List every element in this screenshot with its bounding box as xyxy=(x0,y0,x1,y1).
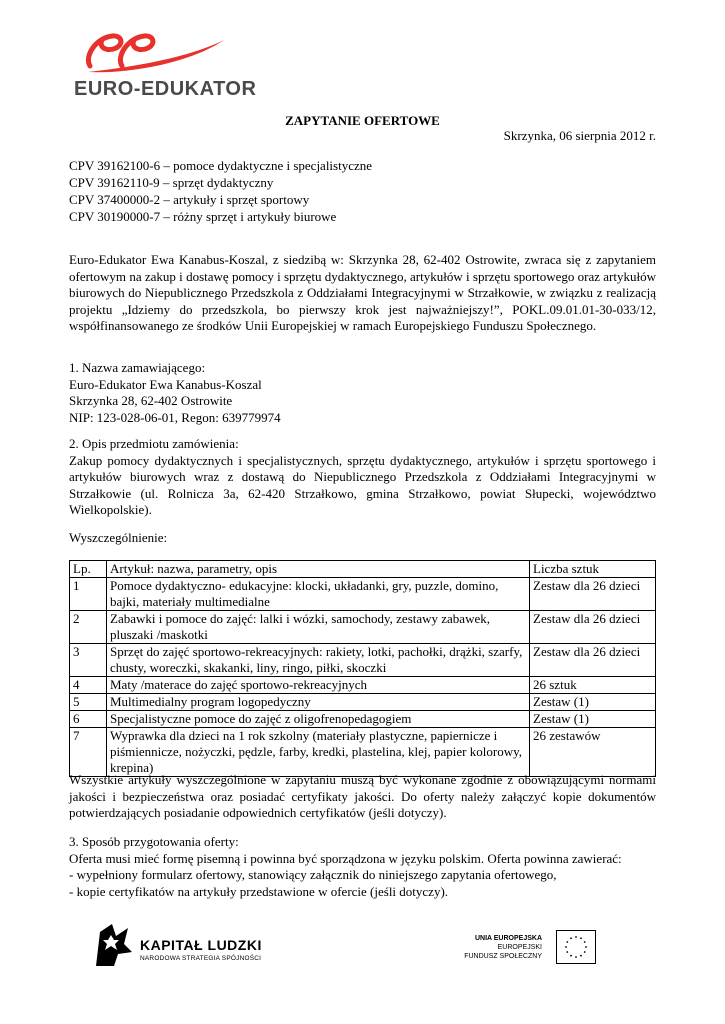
table-row xyxy=(70,644,656,677)
row-quantity: 26 sztuk xyxy=(530,677,656,694)
row-article: Multimedialny program logopedyczny xyxy=(107,694,530,711)
cpv-line: CPV 37400000-2 – artykuły i sprzęt sportowy xyxy=(69,192,310,207)
row-article: Maty /materace do zajęć sportowo-rekreacyjnych xyxy=(107,677,530,694)
table-row xyxy=(70,711,656,728)
row-number: 7 xyxy=(70,728,107,777)
kapital-ludzki-title: KAPITAŁ LUDZKI xyxy=(140,937,262,953)
cpv-line: CPV 30190000-7 – różny sprzęt i artykuły biurowe xyxy=(69,209,337,224)
table-row xyxy=(70,611,656,644)
eu-line: UNIA EUROPEJSKA xyxy=(474,935,542,942)
row-article: Sprzęt do zajęć sportowo-rekreacyjnych: rakiety, lotki, pachołki, drążki, szarfy, chusty, woreczki, skakanki, liny, ringo, piłki, skoczki xyxy=(107,644,530,677)
kapital-ludzki-logo xyxy=(92,922,272,972)
row-quantity: Zestaw (1) xyxy=(530,694,656,711)
cpv-line: CPV 39162100-6 – pomoce dydaktyczne i specjalistyczne xyxy=(69,158,373,173)
table-row xyxy=(70,694,656,711)
row-article: Specjalistyczne pomoce do zajęć z oligofrenopedagogiem xyxy=(107,711,530,728)
document-date: Skrzynka, 06 sierpnia 2012 r. xyxy=(503,128,656,143)
section-heading: 2. Opis przedmiotu zamówienia: xyxy=(69,436,239,451)
row-quantity: Zestaw dla 26 dzieci xyxy=(530,578,656,611)
row-quantity: Zestaw dla 26 dzieci xyxy=(530,644,656,677)
column-header: Artykuł: nazwa, parametry, opis xyxy=(107,561,530,578)
cpv-line: CPV 39162110-9 – sprzęt dydaktyczny xyxy=(69,175,274,190)
row-quantity: Zestaw dla 26 dzieci xyxy=(530,611,656,644)
logo-swoosh-icon xyxy=(82,26,232,78)
orderer-address: Skrzynka 28, 62-402 Ostrowite xyxy=(69,393,233,408)
intro-paragraph: Euro-Edukator Ewa Kanabus-Koszal, z siedzibą w: Skrzynka 28, 62-402 Ostrowite, zwraca się z zapytaniem ofertowym na zakup i dostawę pomocy i sprzętu dydaktycznego, artykułów i sprzętu sportowego oraz artykułów biurowych do Niepublicznego Przedszkola z Oddziałami Integracyjnymi w Strzałkowie, w związku z realizacją projektu „Idziemy do przedszkola, bo pierwszy krok jest najważniejszy!”, POKL.09.01.01-30-033/12, współfinansowanego ze środków Unii Europejskiej w ramach Europejskiego Funduszu Społecznego. xyxy=(69,252,656,334)
row-article: Zabawki i pomoce do zajęć: lalki i wózki, samochody, zestawy zabawek, pluszaki /maskotki xyxy=(107,611,530,644)
table-row xyxy=(70,578,656,611)
subject-description: Zakup pomocy dydaktycznych i specjalistycznych, sprzętu dydaktycznego, artykułów i sprzętu sportowego i artykułów biurowych wraz z dostawą do Niepublicznego Przedszkola z Oddziałami Integracyjnymi w Strzałkowie (ul. Rolnicza 3a, 62-420 Strzałkowo, gmina Strzałkowo, powiat Słupecki, województwo Wielkopolskie). xyxy=(69,452,656,518)
row-number: 6 xyxy=(70,711,107,728)
certificates-paragraph: Wszystkie artykuły wyszczególnione w zapytaniu muszą być wykonane zgodnie z obowiązującymi normami jakości i bezpieczeństwa oraz posiadać certyfikaty jakości. Do oferty należy załączyć kopie dokumentów potwierdzających posiadanie odpowiednich certyfikatów (jeśli dotyczy). xyxy=(69,772,656,821)
row-article: Wyprawka dla dzieci na 1 rok szkolny (materiały plastyczne, papiernicze i piśmiennicze, nożyczki, pędzle, farby, kredki, plastelina, klej, papier kolorowy, krepina) xyxy=(107,728,530,777)
section-offer-preparation xyxy=(69,834,656,900)
kapital-ludzki-icon xyxy=(92,922,134,968)
logo-text: EURO-EDUKATOR xyxy=(74,78,257,100)
eu-logo xyxy=(452,930,602,970)
eu-line: FUNDUSZ SPOŁECZNY xyxy=(464,953,542,960)
column-header: Liczba sztuk xyxy=(530,561,656,578)
orderer-ids: NIP: 123-028-06-01, Regon: 639779974 xyxy=(69,409,281,425)
section-orderer xyxy=(69,360,656,426)
offer-line: - kopie certyfikatów na artykuły przedstawione w ofercie (jeśli dotyczy). xyxy=(69,883,449,899)
column-header: Lp. xyxy=(70,561,107,578)
section-heading: 3. Sposób przygotowania oferty: xyxy=(69,834,239,849)
table-row xyxy=(70,677,656,694)
items-table xyxy=(69,560,656,777)
section-heading: 1. Nazwa zamawiającego: xyxy=(69,360,206,375)
offer-line: Oferta musi mieć formę pisemną i powinna być sporządzona w języku polskim. Oferta powinna zawierać: xyxy=(69,850,622,866)
row-quantity: 26 zestawów xyxy=(530,728,656,777)
row-number: 2 xyxy=(70,611,107,644)
row-quantity: Zestaw (1) xyxy=(530,711,656,728)
euro-edukator-logo xyxy=(72,26,257,101)
table-header-row xyxy=(70,561,656,578)
row-number: 5 xyxy=(70,694,107,711)
document-title: ZAPYTANIE OFERTOWE xyxy=(285,113,440,128)
orderer-name: Euro-Edukator Ewa Kanabus-Koszal xyxy=(69,376,262,392)
eu-line: EUROPEJSKI xyxy=(497,944,542,951)
row-article: Pomoce dydaktyczno- edukacyjne: klocki, układanki, gry, puzzle, domino, bajki, materiały multimedialne xyxy=(107,578,530,611)
eu-flag-icon xyxy=(556,930,596,964)
eu-text xyxy=(464,934,542,961)
table-row xyxy=(70,728,656,777)
kapital-ludzki-subtitle: NARODOWA STRATEGIA SPÓJNOŚCI xyxy=(140,955,262,962)
offer-line: - wypełniony formularz ofertowy, stanowiący załącznik do niniejszego zapytania ofertowego, xyxy=(69,867,557,883)
details-label: Wyszczególnienie: xyxy=(69,530,168,545)
section-subject xyxy=(69,436,656,519)
row-number: 1 xyxy=(70,578,107,611)
row-number: 4 xyxy=(70,677,107,694)
cpv-codes xyxy=(69,157,372,225)
row-number: 3 xyxy=(70,644,107,677)
